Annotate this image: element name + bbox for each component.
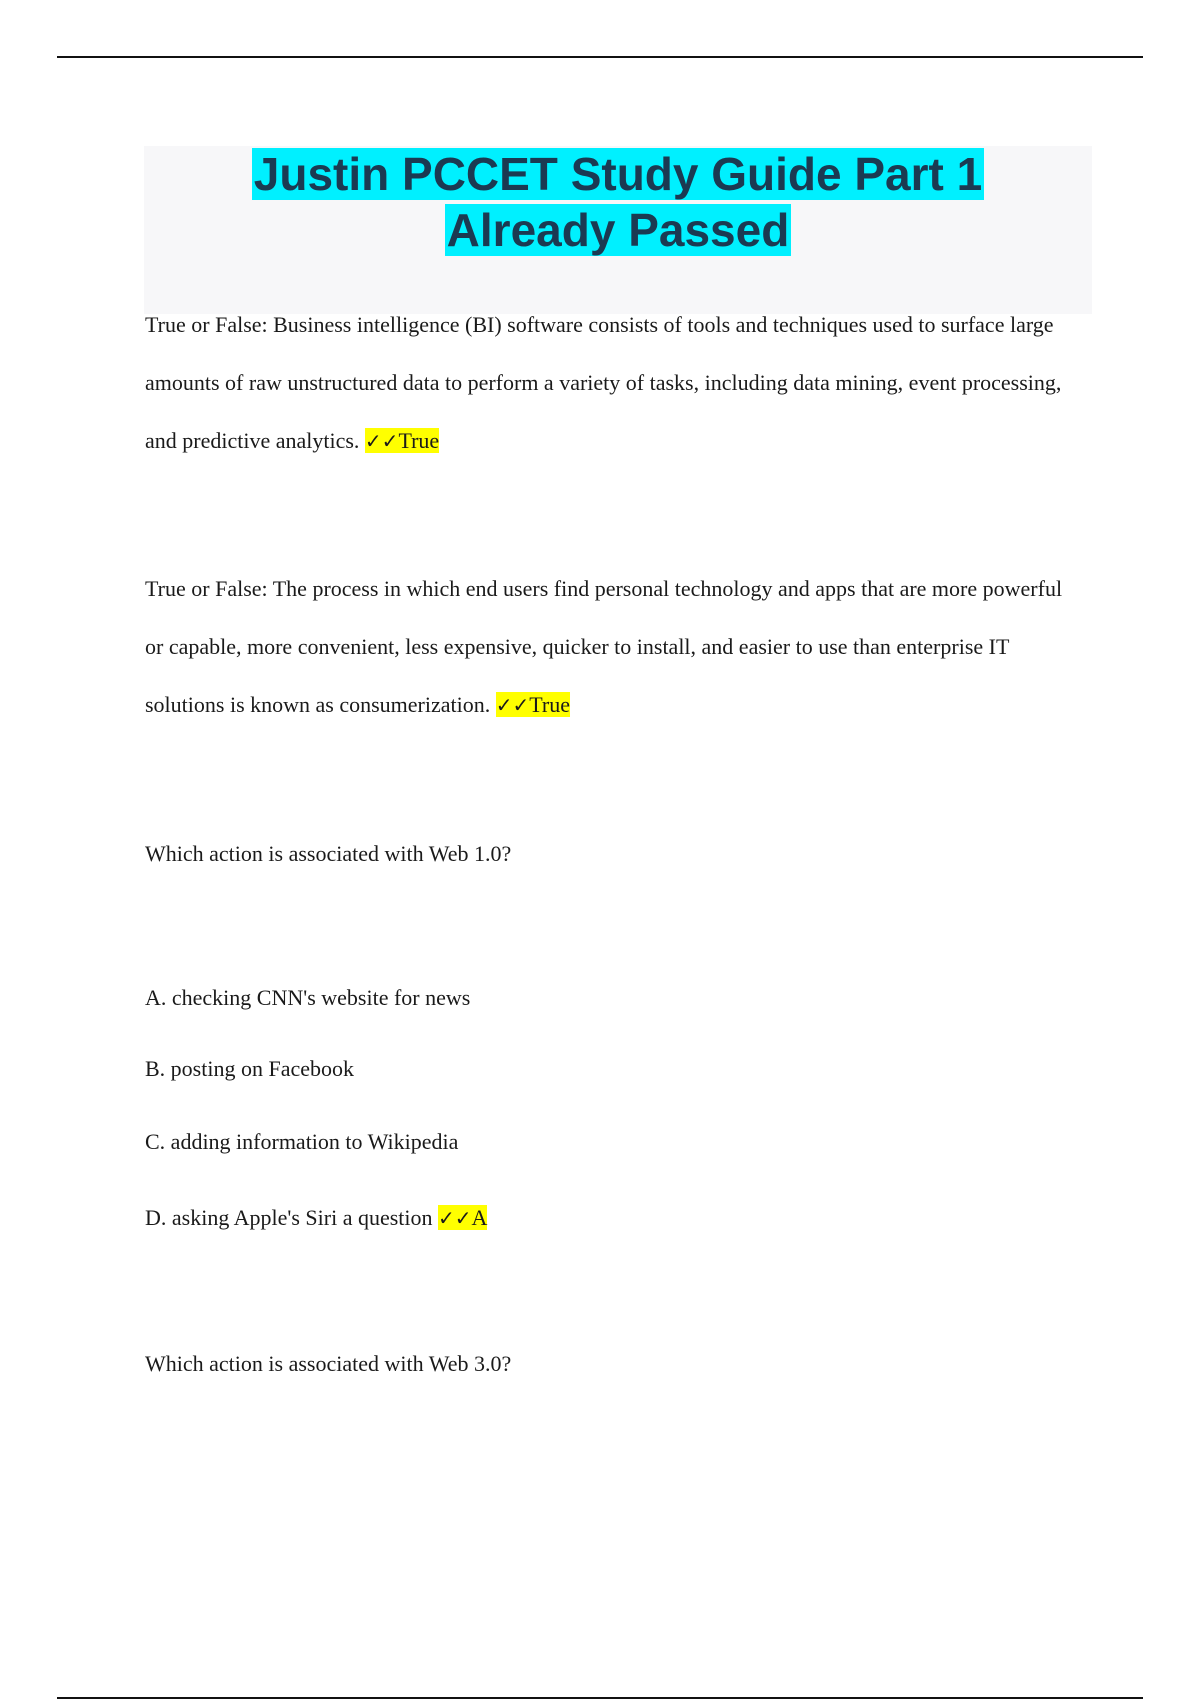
question-1-text xyxy=(145,296,1075,470)
question-2-answer xyxy=(496,692,570,717)
double-check-icon: ✓✓ xyxy=(438,1206,472,1230)
document-title xyxy=(144,146,1092,258)
question-1-body: True or False: Business intelligence (BI) software consists of tools and techniques used to surface large amounts of raw unstructured data to perform a variety of tasks, including data mining, event processing, and predictive analytics. xyxy=(145,312,1062,453)
answer-value: True xyxy=(398,428,440,453)
option-d xyxy=(145,1206,1075,1230)
title-banner xyxy=(144,146,1092,314)
option-c-text: C. adding information to Wikipedia xyxy=(145,1129,459,1154)
question-2-body: True or False: The process in which end users find personal technology and apps that are more powerful or capable, more convenient, less expensive, quicker to install, and easier to use than enterprise IT solutions is known as consumerization. xyxy=(145,576,1063,717)
option-a-text: A. checking CNN's website for news xyxy=(145,985,471,1010)
question-4-text: Which action is associated with Web 3.0? xyxy=(145,1351,512,1376)
option-c xyxy=(145,1130,1075,1154)
question-1 xyxy=(145,296,1075,470)
question-1-answer xyxy=(365,428,439,453)
option-b-text: B. posting on Facebook xyxy=(145,1056,354,1081)
question-3-answer xyxy=(438,1205,487,1230)
option-b xyxy=(145,1057,1075,1081)
double-check-icon: ✓✓ xyxy=(364,429,399,453)
top-rule xyxy=(57,56,1143,58)
question-4 xyxy=(145,1352,1075,1376)
option-a xyxy=(145,986,1075,1010)
question-3 xyxy=(145,842,1075,866)
answer-value: A xyxy=(471,1205,488,1230)
option-d-text: D. asking Apple's Siri a question xyxy=(145,1205,433,1230)
bottom-rule xyxy=(57,1697,1143,1699)
question-3-text: Which action is associated with Web 1.0? xyxy=(145,841,512,866)
answer-value: True xyxy=(529,692,571,717)
double-check-icon: ✓✓ xyxy=(495,693,530,717)
question-2 xyxy=(145,560,1075,734)
question-2-text xyxy=(145,560,1075,734)
title-line-2: Already Passed xyxy=(446,204,790,256)
title-line-1: Justin PCCET Study Guide Part 1 xyxy=(253,148,983,200)
option-d-line xyxy=(145,1206,1075,1230)
